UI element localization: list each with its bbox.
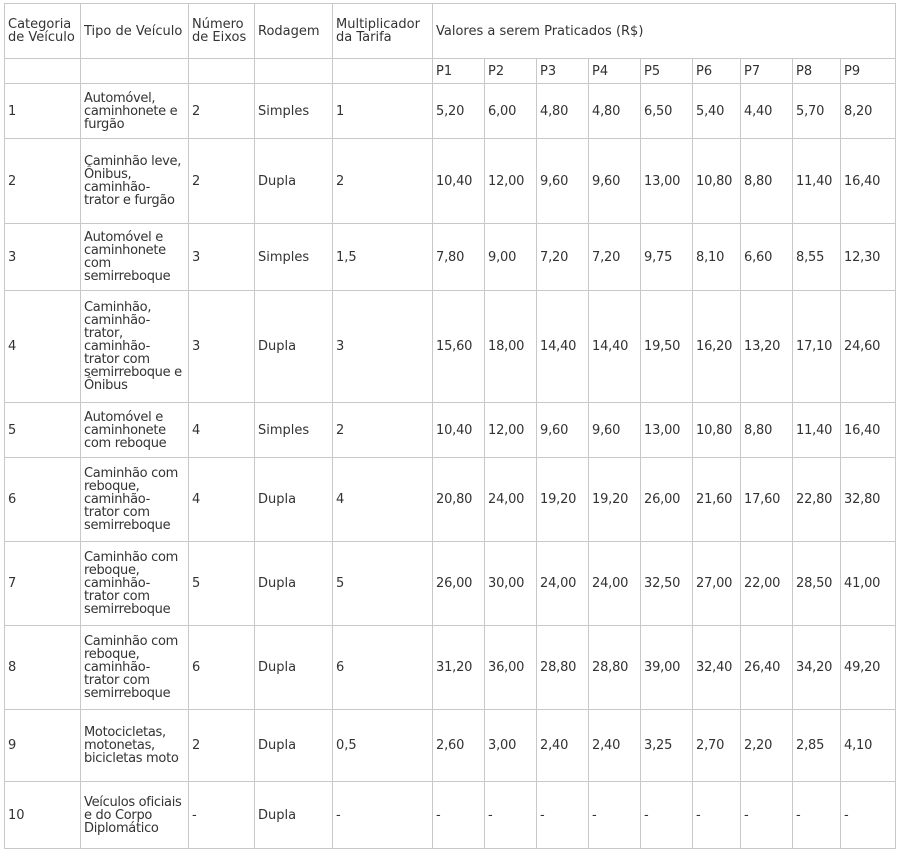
cell-price-p1: 26,00 — [433, 542, 485, 626]
cell-categoria: 1 — [5, 84, 81, 139]
cell-price-p5: 13,00 — [641, 403, 693, 458]
cell-tipo: Caminhão, caminhão-trator, caminhão-trator com semirreboque e Ônibus — [81, 291, 189, 403]
cell-eixos: 5 — [189, 542, 255, 626]
cell-price-p2: - — [485, 782, 537, 849]
table-row — [5, 458, 896, 542]
cell-price-p7: 4,40 — [741, 84, 793, 139]
cell-price-p7: 8,80 — [741, 139, 793, 224]
cell-price-p7: - — [741, 782, 793, 849]
cell-price-p4: 24,00 — [589, 542, 641, 626]
header-empty-cell — [81, 59, 189, 84]
cell-multiplicador: 1 — [333, 84, 433, 139]
header-empty-cell — [255, 59, 333, 84]
cell-eixos: - — [189, 782, 255, 849]
header-eixos: Número de Eixos — [189, 4, 255, 59]
cell-categoria: 4 — [5, 291, 81, 403]
cell-price-p9: 12,30 — [841, 224, 896, 291]
cell-price-p5: 19,50 — [641, 291, 693, 403]
cell-price-p2: 36,00 — [485, 626, 537, 710]
cell-tipo: Caminhão leve, Ônibus, caminhão-trator e furgão — [81, 139, 189, 224]
cell-tipo: Caminhão com reboque, caminhão-trator com semirreboque — [81, 626, 189, 710]
cell-price-p6: 16,20 — [693, 291, 741, 403]
cell-price-p1: 5,20 — [433, 84, 485, 139]
cell-price-p4: 7,20 — [589, 224, 641, 291]
cell-price-p5: 32,50 — [641, 542, 693, 626]
cell-rodagem: Dupla — [255, 710, 333, 782]
cell-price-p5: - — [641, 782, 693, 849]
header-empty-cell — [333, 59, 433, 84]
cell-price-p9: 41,00 — [841, 542, 896, 626]
cell-price-p2: 12,00 — [485, 403, 537, 458]
cell-price-p8: 22,80 — [793, 458, 841, 542]
cell-rodagem: Dupla — [255, 291, 333, 403]
price-header-p4: P4 — [589, 59, 641, 84]
cell-price-p4: 28,80 — [589, 626, 641, 710]
cell-price-p9: - — [841, 782, 896, 849]
cell-price-p2: 18,00 — [485, 291, 537, 403]
cell-categoria: 8 — [5, 626, 81, 710]
cell-rodagem: Dupla — [255, 458, 333, 542]
cell-eixos: 3 — [189, 291, 255, 403]
cell-price-p9: 32,80 — [841, 458, 896, 542]
cell-price-p2: 24,00 — [485, 458, 537, 542]
cell-price-p8: 2,85 — [793, 710, 841, 782]
cell-price-p1: 10,40 — [433, 139, 485, 224]
tariff-table-container — [4, 3, 896, 849]
cell-price-p1: 7,80 — [433, 224, 485, 291]
header-tipo: Tipo de Veículo — [81, 4, 189, 59]
cell-price-p1: 10,40 — [433, 403, 485, 458]
cell-price-p8: 11,40 — [793, 403, 841, 458]
cell-price-p7: 22,00 — [741, 542, 793, 626]
cell-tipo: Caminhão com reboque, caminhão-trator com semirreboque — [81, 458, 189, 542]
price-header-p9: P9 — [841, 59, 896, 84]
cell-price-p5: 39,00 — [641, 626, 693, 710]
table-row — [5, 291, 896, 403]
cell-price-p8: 8,55 — [793, 224, 841, 291]
cell-multiplicador: 5 — [333, 542, 433, 626]
cell-price-p8: 17,10 — [793, 291, 841, 403]
cell-price-p3: 28,80 — [537, 626, 589, 710]
cell-price-p2: 6,00 — [485, 84, 537, 139]
price-header-p1: P1 — [433, 59, 485, 84]
cell-price-p3: 4,80 — [537, 84, 589, 139]
cell-price-p2: 30,00 — [485, 542, 537, 626]
table-row — [5, 782, 896, 849]
table-row — [5, 84, 896, 139]
cell-price-p6: - — [693, 782, 741, 849]
cell-price-p8: 28,50 — [793, 542, 841, 626]
header-empty-cell — [5, 59, 81, 84]
price-header-row — [5, 59, 896, 84]
price-header-p6: P6 — [693, 59, 741, 84]
cell-categoria: 9 — [5, 710, 81, 782]
cell-price-p6: 10,80 — [693, 403, 741, 458]
cell-price-p7: 8,80 — [741, 403, 793, 458]
cell-multiplicador: 0,5 — [333, 710, 433, 782]
table-row — [5, 542, 896, 626]
cell-tipo: Caminhão com reboque, caminhão-trator com semirreboque — [81, 542, 189, 626]
cell-price-p9: 8,20 — [841, 84, 896, 139]
table-row — [5, 403, 896, 458]
cell-price-p6: 2,70 — [693, 710, 741, 782]
cell-eixos: 3 — [189, 224, 255, 291]
cell-price-p9: 49,20 — [841, 626, 896, 710]
cell-price-p8: 5,70 — [793, 84, 841, 139]
cell-price-p7: 17,60 — [741, 458, 793, 542]
cell-multiplicador: 1,5 — [333, 224, 433, 291]
price-header-p8: P8 — [793, 59, 841, 84]
header-row — [5, 4, 896, 59]
cell-price-p5: 26,00 — [641, 458, 693, 542]
cell-price-p6: 5,40 — [693, 84, 741, 139]
cell-price-p1: 31,20 — [433, 626, 485, 710]
cell-categoria: 2 — [5, 139, 81, 224]
cell-categoria: 5 — [5, 403, 81, 458]
price-header-p7: P7 — [741, 59, 793, 84]
cell-price-p6: 10,80 — [693, 139, 741, 224]
cell-price-p3: - — [537, 782, 589, 849]
cell-price-p1: 2,60 — [433, 710, 485, 782]
cell-price-p4: 19,20 — [589, 458, 641, 542]
cell-categoria: 10 — [5, 782, 81, 849]
cell-tipo: Automóvel, caminhonete e furgão — [81, 84, 189, 139]
cell-price-p6: 32,40 — [693, 626, 741, 710]
cell-eixos: 2 — [189, 139, 255, 224]
cell-eixos: 2 — [189, 84, 255, 139]
cell-rodagem: Dupla — [255, 139, 333, 224]
cell-price-p1: 20,80 — [433, 458, 485, 542]
cell-price-p7: 2,20 — [741, 710, 793, 782]
cell-price-p2: 3,00 — [485, 710, 537, 782]
cell-price-p5: 13,00 — [641, 139, 693, 224]
cell-price-p7: 6,60 — [741, 224, 793, 291]
cell-tipo: Automóvel e caminhonete com semirreboque — [81, 224, 189, 291]
cell-rodagem: Dupla — [255, 542, 333, 626]
cell-multiplicador: 6 — [333, 626, 433, 710]
cell-eixos: 6 — [189, 626, 255, 710]
cell-price-p3: 2,40 — [537, 710, 589, 782]
cell-eixos: 4 — [189, 458, 255, 542]
cell-multiplicador: - — [333, 782, 433, 849]
cell-price-p9: 16,40 — [841, 403, 896, 458]
table-row — [5, 626, 896, 710]
cell-price-p9: 16,40 — [841, 139, 896, 224]
cell-price-p1: 15,60 — [433, 291, 485, 403]
cell-price-p4: 4,80 — [589, 84, 641, 139]
cell-price-p4: - — [589, 782, 641, 849]
cell-price-p5: 3,25 — [641, 710, 693, 782]
cell-price-p3: 9,60 — [537, 139, 589, 224]
cell-price-p3: 7,20 — [537, 224, 589, 291]
cell-multiplicador: 2 — [333, 139, 433, 224]
cell-price-p4: 14,40 — [589, 291, 641, 403]
cell-price-p3: 19,20 — [537, 458, 589, 542]
cell-rodagem: Dupla — [255, 626, 333, 710]
cell-rodagem: Simples — [255, 224, 333, 291]
table-row — [5, 710, 896, 782]
cell-price-p6: 27,00 — [693, 542, 741, 626]
cell-price-p5: 9,75 — [641, 224, 693, 291]
cell-multiplicador: 3 — [333, 291, 433, 403]
tariff-table — [4, 3, 896, 849]
cell-price-p8: 34,20 — [793, 626, 841, 710]
cell-price-p2: 12,00 — [485, 139, 537, 224]
cell-categoria: 3 — [5, 224, 81, 291]
cell-price-p3: 9,60 — [537, 403, 589, 458]
cell-price-p5: 6,50 — [641, 84, 693, 139]
cell-tipo: Motocicletas, motonetas, bicicletas moto — [81, 710, 189, 782]
cell-price-p2: 9,00 — [485, 224, 537, 291]
header-multiplicador: Multiplicador da Tarifa — [333, 4, 433, 59]
table-row — [5, 224, 896, 291]
table-body — [5, 84, 896, 849]
cell-price-p4: 9,60 — [589, 139, 641, 224]
cell-price-p3: 24,00 — [537, 542, 589, 626]
header-categoria: Categoria de Veículo — [5, 4, 81, 59]
price-header-p2: P2 — [485, 59, 537, 84]
cell-multiplicador: 2 — [333, 403, 433, 458]
cell-tipo: Veículos oficiais e do Corpo Diplomático — [81, 782, 189, 849]
price-header-p5: P5 — [641, 59, 693, 84]
cell-price-p9: 24,60 — [841, 291, 896, 403]
cell-categoria: 7 — [5, 542, 81, 626]
cell-price-p4: 2,40 — [589, 710, 641, 782]
cell-rodagem: Simples — [255, 403, 333, 458]
table-row — [5, 139, 896, 224]
cell-price-p9: 4,10 — [841, 710, 896, 782]
cell-multiplicador: 4 — [333, 458, 433, 542]
cell-price-p7: 13,20 — [741, 291, 793, 403]
price-header-p3: P3 — [537, 59, 589, 84]
header-empty-cell — [189, 59, 255, 84]
cell-rodagem: Simples — [255, 84, 333, 139]
cell-price-p6: 8,10 — [693, 224, 741, 291]
cell-price-p7: 26,40 — [741, 626, 793, 710]
cell-price-p8: - — [793, 782, 841, 849]
cell-tipo: Automóvel e caminhonete com reboque — [81, 403, 189, 458]
cell-price-p6: 21,60 — [693, 458, 741, 542]
cell-price-p3: 14,40 — [537, 291, 589, 403]
header-valores: Valores a serem Praticados (R$) — [433, 4, 896, 59]
cell-price-p4: 9,60 — [589, 403, 641, 458]
cell-eixos: 4 — [189, 403, 255, 458]
cell-price-p8: 11,40 — [793, 139, 841, 224]
table-header — [5, 4, 896, 84]
cell-categoria: 6 — [5, 458, 81, 542]
header-rodagem: Rodagem — [255, 4, 333, 59]
cell-price-p1: - — [433, 782, 485, 849]
cell-eixos: 2 — [189, 710, 255, 782]
cell-rodagem: Dupla — [255, 782, 333, 849]
